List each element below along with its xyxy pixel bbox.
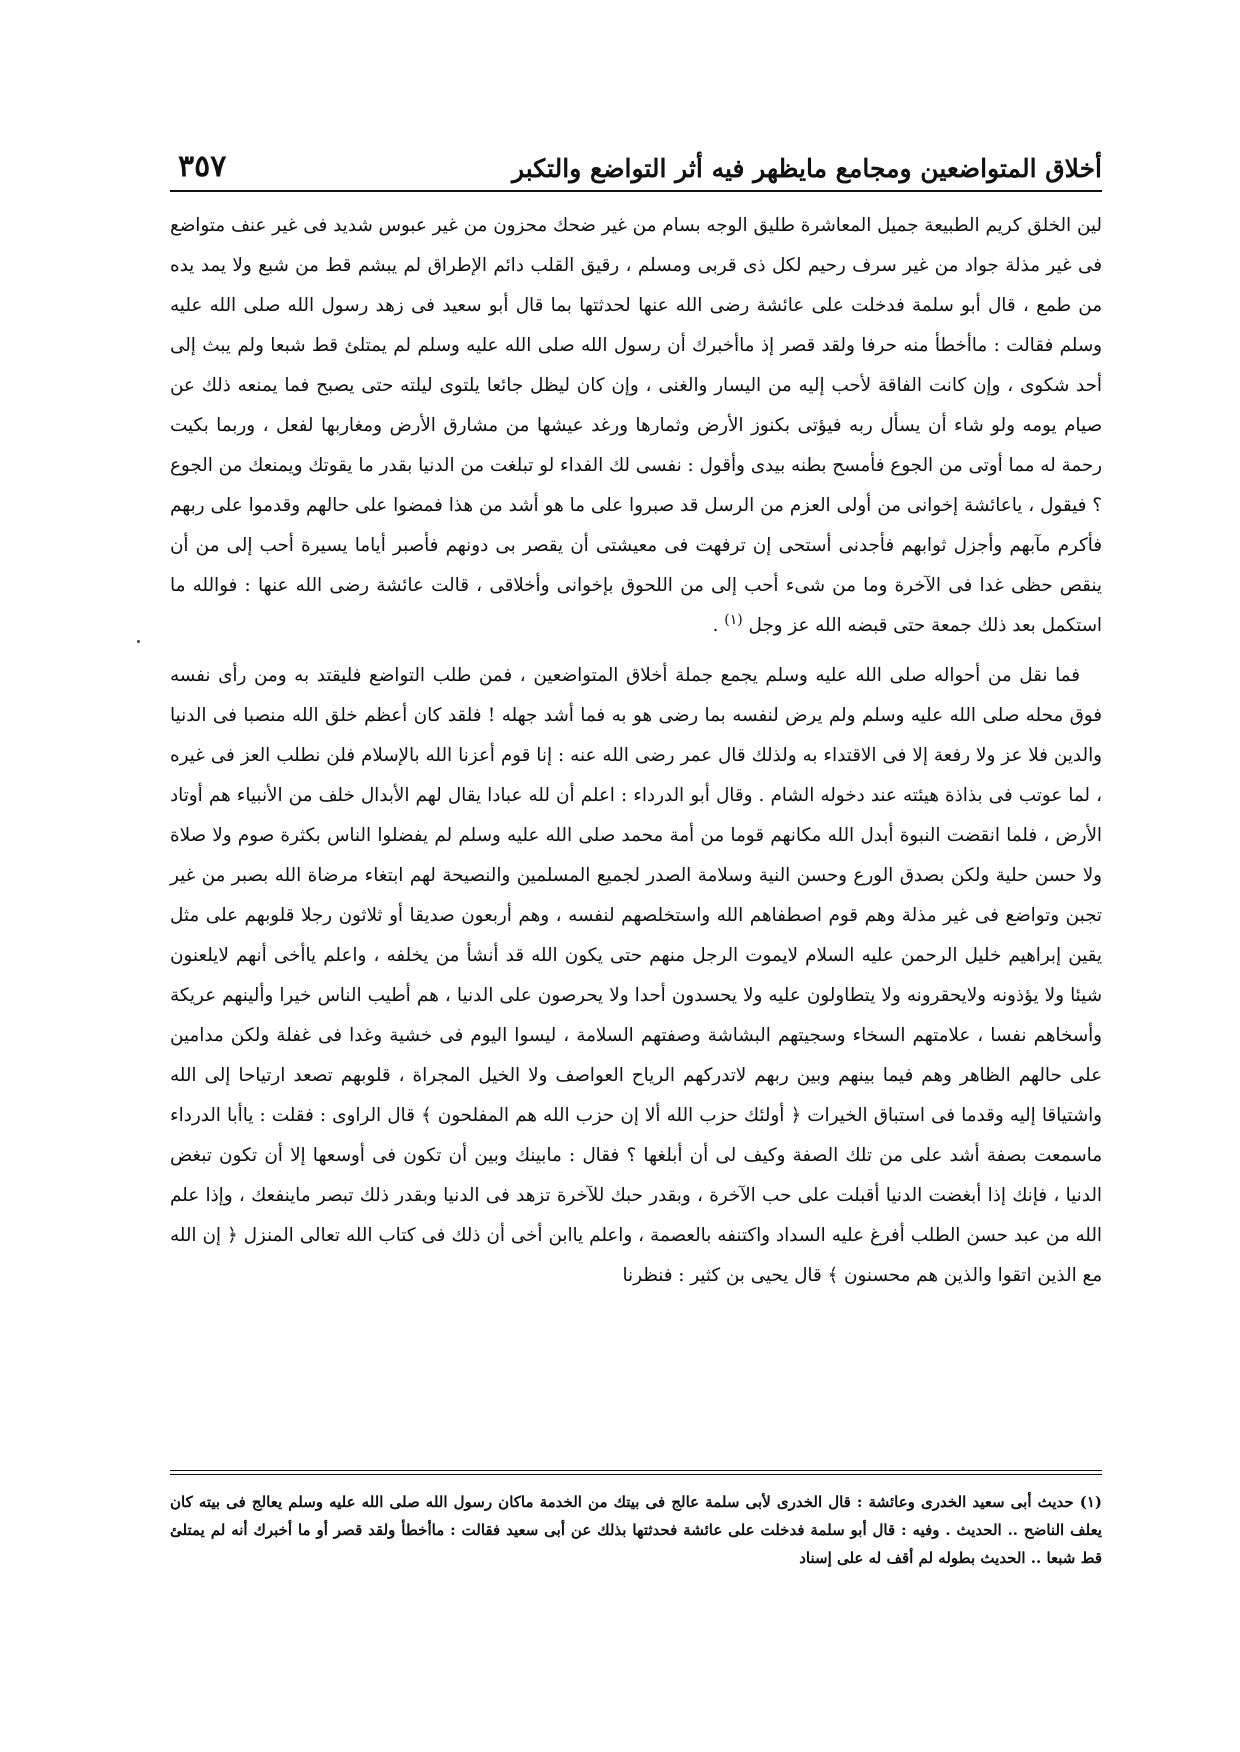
footnote-divider [170, 1470, 1102, 1475]
paragraph-1: لين الخلق كريم الطبيعة جميل المعاشرة طليق الوجه بسام من غير ضحك محزون من غير عبوس شديد فى غير عنف متواضع فى غير مذلة جواد من غير سرف رحيم لكل ذى قربى ومسلم ، رقيق القلب دائم الإطراق لم يبشم قط من شبع ولا يمد يده من طمع ، قال أبو سلمة فدخلت على عائشة رضى الله عنها لحدثتها بما قال أبو سعيد فى زهد رسول الله صلى الله عليه وسلم فقالت : ماأخطأ منه حرفا ولقد قصر إذ ماأخبرك أن رسول الله صلى الله عليه وسلم لم يمتلئ قط شبعا ولم يبث إلى أحد شكوى ، وإن كانت الفاقة لأحب إليه من اليسار والغنى ، وإن كان ليظل جائعا يلتوى ليلته حتى يصبح فما يمنعه ذلك عن صيام يومه ولو شاء أن يسأل ربه فيؤتى بكنوز الأرض وثمارها ورغد عيشها من مشارق الأرض ومغاربها لفعل ، وربما بكيت رحمة له مما أوتى من الجوع فأمسح بطنه بيدى وأقول : نفسى لك الفداء لو تبلغت من الدنيا بقدر ما يقوتك ويمنعك من الجوع ؟ فيقول ، ياعائشة إخوانى من أولى العزم من الرسل قد صبروا على ما هو أشد من هذا فمضوا على حالهم وقدموا على ربهم فأكرم مآبهم وأجزل ثوابهم فأجدنى أستحى إن ترفهت فى معيشتى أن يقصر بى دونهم فأصبر أياما يسيرة أحب إلى من أن ينقص حظى غدا فى الآخرة وما من شىء أحب إلى من اللحوق بإخوانى وأخلاقى ، قالت عائشة رضى الله عنها : فوالله ما استكمل بعد ذلك جمعة حتى قبضه الله عز وجل $^{(١)}$ . [170, 215, 1102, 636]
margin-dot [137, 640, 140, 643]
footnote: (١) حديث أبى سعيد الخدرى وعائشة : قال الخدرى لأبى سلمة عالج فى بيتك من الخدمة ماكان رسول الله صلى الله عليه وسلم يعالج فى بيته كان يعلف الناضح .. الحديث . وفيه : قال أبو سلمة فدخلت على عائشة فحدثتها بذلك عن أبى سعيد فقالت : ماأخطأ ولقد قصر أو ما أخبرك أنه لم يمتلئ قط شبعا .. الحديث بطوله لم أقف له على إسناد [170, 1493, 1102, 1567]
page-header [170, 118, 1102, 192]
page-number: ٣٥٧ [178, 149, 227, 184]
footnote-marker: (١) [724, 611, 743, 628]
main-text [170, 206, 1102, 1296]
book-page [170, 118, 1102, 1718]
paragraph-1-text: لين الخلق كريم الطبيعة جميل المعاشرة طليق الوجه بسام من غير ضحك محزون من غير عبوس شديد فى غير عنف متواضع فى غير مذلة جواد من غير سرف رحيم لكل ذى قربى ومسلم ، رقيق القلب دائم الإطراق لم يبشم قط من شبع ولا يمد يده من طمع ، قال أبو سلمة فدخلت على عائشة رضى الله عنها لحدثتها بما قال أبو سعيد فى زهد رسول الله صلى الله عليه وسلم فقالت : ماأخطأ منه حرفا ولقد قصر إذ ماأخبرك أن رسول الله صلى الله عليه وسلم لم يمتلئ قط شبعا ولم يبث إلى أحد شكوى ، وإن كانت الفاقة لأحب إليه من اليسار والغنى ، وإن كان ليظل جائعا يلتوى ليلته حتى يصبح فما يمنعه ذلك عن صيام يومه ولو شاء أن يسأل ربه فيؤتى بكنوز الأرض وثمارها ورغد عيشها من مشارق الأرض ومغاربها لفعل ، وربما بكيت رحمة له مما أوتى من الجوع فأمسح بطنه بيدى وأقول : نفسى لك الفداء لو تبلغت من الدنيا بقدر ما يقوتك ويمنعك من الجوع ؟ فيقول ، ياعائشة إخوانى من أولى العزم من الرسل قد صبروا على ما هو أشد من هذا فمضوا على حالهم وقدموا على ربهم فأكرم مآبهم وأجزل ثوابهم فأجدنى أستحى إن ترفهت فى معيشتى أن يقصر بى دونهم فأصبر أياما يسيرة أحب إلى من أن ينقص حظى غدا فى الآخرة وما من شىء أحب إلى من اللحوق بإخوانى وأخلاقى ، قالت عائشة رضى الله عنها : فوالله ما استكمل بعد ذلك جمعة حتى قبضه الله عز وجل [170, 215, 1102, 636]
paragraph-2: فما نقل من أحواله صلى الله عليه وسلم يجمع جملة أخلاق المتواضعين ، فمن طلب التواضع فليقتد به ومن رأى نفسه فوق محله صلى الله عليه وسلم ولم يرض لنفسه بما رضى هو به فما أشد جهله ! فلقد كان أعظم خلق الله منصبا فى الدنيا والدين فلا عز ولا رفعة إلا فى الاقتداء به ولذلك قال عمر رضى الله عنه : إنا قوم أعزنا الله بالإسلام فلن نطلب العز فى غيره ، لما عوتب فى بذاذة هيئته عند دخوله الشام . وقال أبو الدرداء : اعلم أن لله عبادا يقال لهم الأبدال خلف من الأنبياء هم أوتاد الأرض ، فلما انقضت النبوة أبدل الله مكانهم قوما من أمة محمد صلى الله عليه وسلم لم يفضلوا الناس بكثرة صوم ولا صلاة ولا حسن حلية ولكن بصدق الورع وحسن النية وسلامة الصدر لجميع المسلمين والنصيحة لهم ابتغاء مرضاة الله بصبر من غير تجبن وتواضع فى غير مذلة وهم قوم اصطفاهم الله واستخلصهم لنفسه ، وهم أربعون صديقا أو ثلاثون رجلا قلوبهم على مثل يقين إبراهيم خليل الرحمن عليه السلام لايموت الرجل منهم حتى يكون الله قد أنشأ من يخلفه ، واعلم ياأخى أنهم لايلعنون شيئا ولا يؤذونه ولايحقرونه ولا يتطاولون عليه ولا يحسدون أحدا ولا يحرصون على الدنيا ، هم أطيب الناس خيرا وألينهم عريكة وأسخاهم نفسا ، علامتهم السخاء وسجيتهم البشاشة وصفتهم السلامة ، ليسوا اليوم فى خشية وغدا فى غفلة ولكن مدامين على حالهم الظاهر وهم فيما بينهم وبين ربهم لاتدركهم الرياح العواصف ولا الخيل المجراة ، قلوبهم تصعد ارتياحا إلى الله واشتياقا إليه وقدما فى استباق الخيرات ﴿ أولئك حزب الله ألا إن حزب الله هم المفلحون ﴾ قال الراوى : فقلت : ياأبا الدرداء ماسمعت بصفة أشد على من تلك الصفة وكيف لى أن أبلغها ؟ فقال : مابينك وبين أن تكون فى أوسعها إلا أن تكون تبغض الدنيا ، فإنك إذا أبغضت الدنيا أقبلت على حب الآخرة ، وبقدر حبك للآخرة تزهد فى الدنيا وبقدر ذلك تبصر ماينفعك ، وإذا علم الله من عبد حسن الطلب أفرغ عليه السداد واكتنفه بالعصمة ، واعلم ياابن أخى أن ذلك فى كتاب الله تعالى المنزل ﴿ إن الله مع الذين اتقوا والذين هم محسنون ﴾ قال يحيى بن كثير : فنظرنا [170, 665, 1102, 1286]
running-title: أخلاق المتواضعين ومجامع مايظهر فيه أثر التواضع والتكبر [511, 153, 1102, 183]
